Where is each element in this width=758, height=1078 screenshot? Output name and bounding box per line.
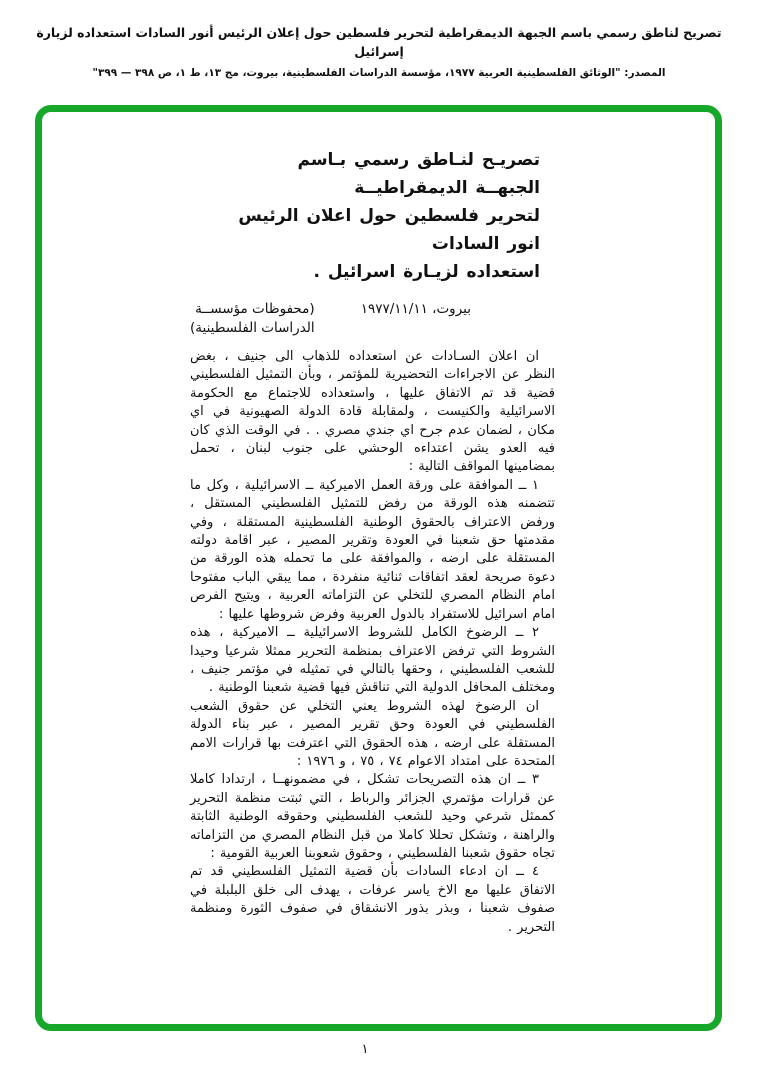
paragraph-un-rights: ان الرضوخ لهذه الشروط يعني التخلي عن حقوق الشعب الفلسطيني في العودة وحق تقرير المصير ، عبر بناء الدولة المستقلة على ارضه ، هذه الحقوق التي اعترفت بها قرارات الامم المتحدة على امتداد الاعوام ٧٤ ، ٧٥ ، و ١٩٧٦ : [190, 698, 555, 769]
archive-note-line-2: الدراسات الفلسطينية) [190, 320, 315, 336]
page-number: ١ [361, 1042, 369, 1057]
archive-note-line-1: (محفوظات مؤسســة [195, 301, 315, 317]
statement-body [190, 348, 555, 937]
dateline [190, 300, 555, 338]
item-4: ٤ ــ ان ادعاء السادات بأن قضية التمثيل الفلسطيني قد تم الاتفاق عليها مع الاخ ياسر عرفات ، يهدف الى خلق البلبلة في صفوف شعبنا ، وبذر بذور الانشقاق في صفوف الثورة ومنظمة التحرير . [190, 864, 555, 935]
header-source: المصدر: "الوثائق الفلسطينية العربية ١٩٧٧، مؤسسة الدراسات الفلسطينية، بيروت، مج ١٣، ط ١، ص ٣٩٨ — ٣٩٩" [92, 66, 666, 79]
item-2: ٢ ــ الرضوخ الكامل للشروط الاسرائيلية ــ الاميركية ، هذه الشروط التي ترفض الاعتراف بمنظمة التحرير ممثلا شرعيا وحيدا للشعب الفلسطيني ، وحقها بالتالي في تمثيله في مؤتمر جنيف ، ومختلف المحافل الدولية التي تناقش فيها قضية شعبنا الوطنية . [190, 625, 555, 696]
item-1: ١ ــ الموافقة على ورقة العمل الاميركية ــ الاسرائيلية ، وكل ما تتضمنه هذه الورقة من رفض للتمثيل الفلسطيني المستقل ، ورفض الاعتراف بالحقوق الوطنية الفلسطينية المستقلة ، وفي مقدمتها حق شعبنا في العودة وتقرير المصير ، عبر اقامة دولته المستقلة على ارضه ، والموافقة على ما تحمله هذه الورقة من دعوة صريحة لعقد اتفاقات ثنائية منفردة ، مما يبقي الباب مفتوحا امام النظام المصري للتخلي عن التزاماته العربية ، ويتيح الفرص امام اسرائيل للاستفراد بالدول العربية وفرض شروطها عليها : [190, 477, 555, 622]
statement-content [190, 146, 555, 937]
statement-title [234, 146, 540, 286]
dateline-place-date: بيروت، ١٩٧٧/١١/١١ [360, 301, 471, 317]
page-header [20, 24, 738, 79]
green-border-frame [35, 105, 722, 1031]
header-title: تصريح لناطق رسمي باسم الجبهة الديمقراطية لتحرير فلسطين حول إعلان الرئيس أنور السادات استعداده لزيارة إسرائيل [36, 25, 722, 59]
title-line-2: لتحرير فلسطين حول اعلان الرئيس انور السادات [238, 206, 540, 254]
archive-note [190, 300, 315, 338]
title-line-3: استعداده لزيـارة اسرائيل . [313, 262, 540, 282]
title-line-1: تصريـح لنـاطق رسمي بـاسم الجبهــة الديمقراطيــة [297, 150, 540, 198]
item-3: ٣ ــ ان هذه التصريحات تشكل ، في مضمونهــا ، ارتدادا كاملا عن قرارات مؤتمري الجزائر والرباط ، التي ثبتت منظمة التحرير كممثل شرعي وحيد للشعب الفلسطيني وحقوقه الوطنية الثابتة والراهنة ، وتشكل تحللا كاملا من قبل النظام المصري من التزاماته تجاه حقوق شعبنا الفلسطيني ، وحقوق شعوبنا العربية القومية : [190, 772, 555, 861]
paragraph-intro: ان اعلان السـادات عن استعداده للذهاب الى جنيف ، بغض النظر عن الاجراءات التحضيرية للمؤتمر ، وبأن التمثيل الفلسطيني قضية قد تم الاتفاق عليها ، واستعداده للاجتماع مع الحكومة الاسرائيلية والكنيست ، ولمقابلة قادة الدولة الصهيونية في اي مكان ، لضمان عدم جرح اي جندي مصري . . في الوقت الذي كان فيه العدو يشن اعتداءه الوحشي على جنوب لبنان ، تحمل بمضامينها المواقف التالية : [190, 349, 555, 475]
